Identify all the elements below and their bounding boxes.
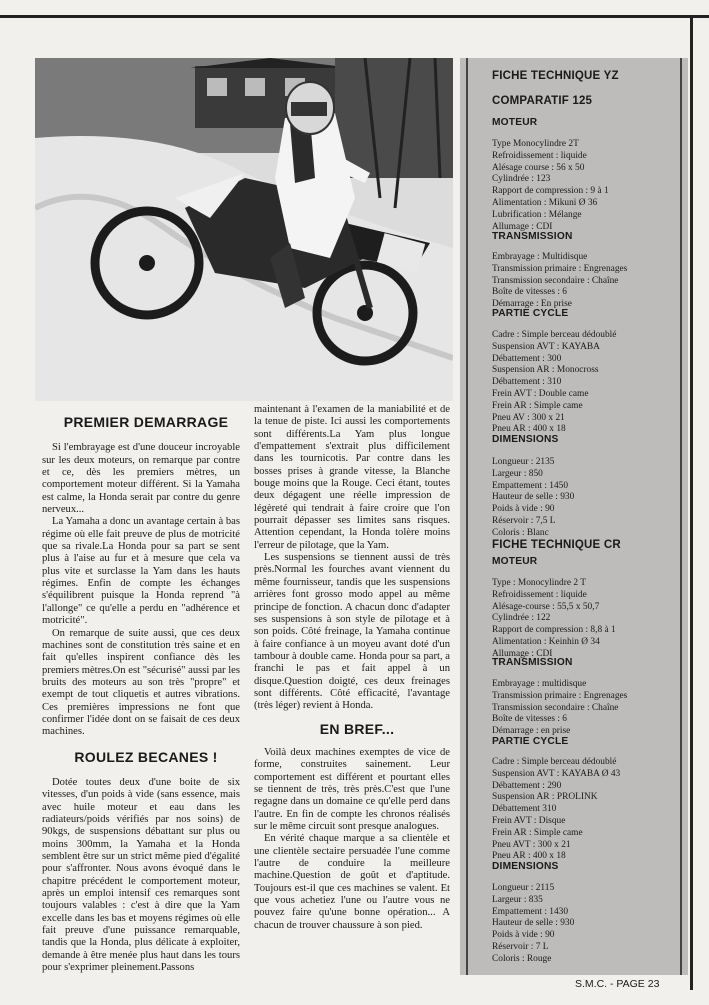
spec-line: Largeur : 850	[492, 468, 543, 479]
spec-line: Cadre : Simple berceau dédoublé	[492, 757, 617, 767]
spec-line: Pneu AVT : 300 x 21	[492, 839, 571, 850]
spec-line: Débattement : 300	[492, 353, 562, 364]
yz-transmission-heading: TRANSMISSION	[492, 231, 573, 242]
spec-line: Frein AR : Simple came	[492, 400, 583, 411]
spec-line: Frein AVT : Disque	[492, 815, 566, 826]
yz-dimensions-heading: DIMENSIONS	[492, 434, 559, 445]
spec-line: Refroidissement : liquide	[492, 589, 587, 600]
cr-cycle-list	[492, 757, 620, 863]
spec-line: Transmission primaire : Engrenages	[492, 263, 628, 274]
spec-line: Rapport de compression : 8,8 à 1	[492, 625, 616, 636]
spec-line: Lubrification : Mélange	[492, 209, 582, 220]
paragraph: Si l'embrayage est d'une douceur incroyable sur les deux moteurs, on remarque par contre et ce, dès les premiers mètres, un comportement moteur différent. Si la Yamaha est calme, la Honda serait par contre du genre nerveux...	[42, 442, 240, 516]
spec-line: Cylindrée : 123	[492, 174, 551, 185]
cr-dimensions-list	[492, 883, 574, 966]
spec-line: Longueur : 2115	[492, 883, 555, 893]
spec-line: Alésage-course : 55,5 x 50,7	[492, 601, 600, 612]
cr-spec-title: FICHE TECHNIQUE CR	[492, 539, 621, 551]
spec-line: Réservoir : 7 L	[492, 941, 549, 952]
spec-line: Embrayage : multidisque	[492, 679, 587, 689]
spec-line: Alimentation : Keinhin Ø 34	[492, 636, 600, 647]
top-rule	[0, 15, 709, 18]
spec-line: Alimentation : Mikuni Ø 36	[492, 197, 598, 208]
spec-line: Type : Monocylindre 2 T	[492, 578, 586, 588]
spec-line: Frein AVT : Double came	[492, 388, 589, 399]
spec-line: Transmission secondaire : Chaîne	[492, 702, 619, 713]
cr-transmission-list	[492, 679, 627, 738]
right-rule	[690, 15, 693, 990]
spec-line: Suspension AVT : KAYABA Ø 43	[492, 768, 621, 779]
page-footer: S.M.C. - PAGE 23	[575, 978, 660, 990]
spec-line: Pneu AV : 300 x 21	[492, 412, 565, 423]
spec-line: Largeur : 835	[492, 894, 543, 905]
spec-line: Embrayage : Multidisque	[492, 252, 588, 262]
spec-line: Pneu AR : 400 x 18	[492, 424, 566, 435]
spec-line: Coloris : Rouge	[492, 953, 552, 964]
spec-line: Empattement : 1450	[492, 480, 569, 491]
paragraph: Les suspensions se tiennent aussi de très près.Normal les fourches avant viennent du même fournisseur, tandis que les suspensions arrières font grosso modo appel au même principe de fonction. A chacun donc d'adapter ses suspensions à son style de pilotage et à son poids. Côté freinage, la Yamaha continue à faire confiance à un moyeu avant doté d'un tambour à double came. Honda pour sa part, a franchi le pas et fait appel à un disque.Question doigté, ces deux freinages sont différents. Côté efficacité, l'avantage (très léger) revient à Honda.	[254, 552, 450, 712]
yz-transmission-list	[492, 252, 627, 311]
spec-line: Refroidissement : liquide	[492, 150, 587, 161]
spec-line: Poids à vide : 90	[492, 930, 555, 941]
paragraph: Dotée toutes deux d'une boite de six vitesses, d'un poids à vide (sans essence, mais avec huile moteur et eau dans les radiateurs/poids vérifiés par nos soins) de 90kgs, de suspensions débattant sur plus ou moins 300mm, la Yamaha et la Honda semblent être sur un strict même pied d'égalité pour s'affronter. Nous avons évoqué dans le chapitre précédent le comportement moteur, après un emploi intensif ces remarques sont toujours valables : c'est à dire que la Yam excelle dans les bas et moyens régimes où elle fait preuve d'une puissance remarquable, tandis que la Honda, plus délicate à exploiter, demande à être menée plus haut dans les tours pour s'exprimer pleinement.Passons	[42, 776, 240, 974]
spec-line: Longueur : 2135	[492, 457, 555, 467]
paragraph: maintenant à l'examen de la maniabilité et de la tenue de piste. Ici aussi les comportements sont différents.La Yam plus longue d'empattement s'extrait plus difficilement dans les tournicotis. Par contre dans les bosses prises à grande vitesse, la Blanche bouge moins que la Rouge. Ceci étant, toutes deux dégagent une réelle impression de légèreté qui tendrait à faire croire que l'on pourrait dépasser ses limites sans risques. Attention cependant, la Honda tolère moins l'erreur de pilotage, que la Yam.	[254, 404, 450, 551]
paragraph: Voilà deux machines exemptes de vice de forme, construites sainement. Leur comportement est différent et pourtant elles se tiennent de très, très près.C'est que l'une regagne dans un domaine ce qu'elle perd dans l'autre. En fin de compte les chronos réalisés sur le même circuit sont presque analogues.	[254, 746, 450, 832]
spec-line: Empattement : 1430	[492, 906, 569, 917]
spec-line: Démarrage : en prise	[492, 726, 571, 737]
yz-cycle-list	[492, 330, 616, 436]
spec-line: Débattement 310	[492, 804, 557, 815]
heading-en-bref: EN BREF...	[319, 720, 395, 737]
spec-line: Transmission secondaire : Chaîne	[492, 275, 619, 286]
cr-dimensions-heading: DIMENSIONS	[492, 861, 559, 872]
spec-line: Cylindrée : 122	[492, 613, 551, 624]
spec-line: Alésage course : 56 x 50	[492, 162, 585, 173]
spec-line: Suspension AVT : KAYABA	[492, 341, 600, 352]
spec-line: Transmission primaire : Engrenages	[492, 690, 628, 701]
yz-moteur-heading: MOTEUR	[492, 117, 538, 128]
spec-line: Boîte de vitesses : 6	[492, 287, 567, 298]
yz-dimensions-list	[492, 457, 574, 540]
column-1	[42, 408, 240, 974]
paragraph: En vérité chaque marque a sa clientèle et une clientèle sectaire persuadée l'une comme l'autre de conduire la meilleure machine.Question de goût et d'aptitude. Toujours est-il que ces machines se valent. Et que vous achetiez l'une ou l'autre vous ne pouvez faire qu'une bonne opération... A chacun de trouver chaussure à son pied.	[254, 833, 450, 931]
spec-line: Suspension AR : Monocross	[492, 365, 599, 376]
spec-line: Boîte de vitesses : 6	[492, 714, 567, 725]
spec-line: Démarrage : En prise	[492, 299, 572, 310]
paragraph: La Yamaha a donc un avantage certain à bas régime où elle fait preuve de plus de motricité que sa rivale.La Honda pour sa part se sent plus à l'aise au fur et à mesure que cela va plus vite et surclasse la Yam dans les hauts régimes. Enfin de compte les échanges s'équilibrent puisque la Honda reprend "à l'allonge" ce qu'elle a perdu en "adhérence et motricité".	[42, 516, 240, 627]
yz-spec-title: FICHE TECHNIQUE YZ	[492, 70, 619, 82]
heading-premier-demarrage: PREMIER DEMARRAGE	[63, 414, 229, 430]
spec-line: Poids à vide : 90	[492, 504, 555, 515]
cr-cycle-heading: PARTIE CYCLE	[492, 736, 569, 747]
motocross-photo	[35, 58, 453, 401]
spec-line: Hauteur de selle : 930	[492, 492, 575, 503]
heading-roulez-becanes: ROULEZ BECANES !	[74, 748, 218, 765]
column-2	[254, 404, 450, 932]
cr-moteur-heading: MOTEUR	[492, 556, 538, 567]
spec-line: Réservoir : 7,5 L	[492, 515, 556, 526]
yz-moteur-list	[492, 139, 609, 233]
yz-cycle-heading: PARTIE CYCLE	[492, 308, 569, 319]
spec-line: Hauteur de selle : 930	[492, 918, 575, 929]
spec-line: Pneu AR : 400 x 18	[492, 851, 566, 862]
spec-line: Cadre : Simple berceau dédoublé	[492, 330, 617, 340]
paragraph: On remarque de suite aussi, que ces deux machines sont de constitution très saine et en fait qu'elles inspirent confiance dès les premiers mètres.On est "sécurisé" aussi par les bruits des moteurs au son très "propre" et exempt de tout cliquetis et autres vibrations. Ces premières impressions ne font que confirmer l'idée dont on se faisait de ces deux machines.	[42, 627, 240, 738]
cr-transmission-heading: TRANSMISSION	[492, 657, 573, 668]
spec-line: Type Monocylindre 2T	[492, 139, 579, 149]
spec-line: Suspension AR : PROLINK	[492, 792, 598, 803]
spec-line: Frein AR : Simple came	[492, 827, 583, 838]
spec-line: Coloris : Blanc	[492, 527, 549, 538]
spec-line: Débattement : 310	[492, 377, 562, 388]
spec-line: Allumage : CDI	[492, 648, 553, 659]
spec-line: Allumage : CDI	[492, 221, 553, 232]
yz-spec-subtitle: COMPARATIF 125	[492, 95, 593, 107]
spec-line: Rapport de compression : 9 à 1	[492, 186, 609, 197]
cr-moteur-list	[492, 578, 616, 661]
spec-line: Débattement : 290	[492, 780, 562, 791]
